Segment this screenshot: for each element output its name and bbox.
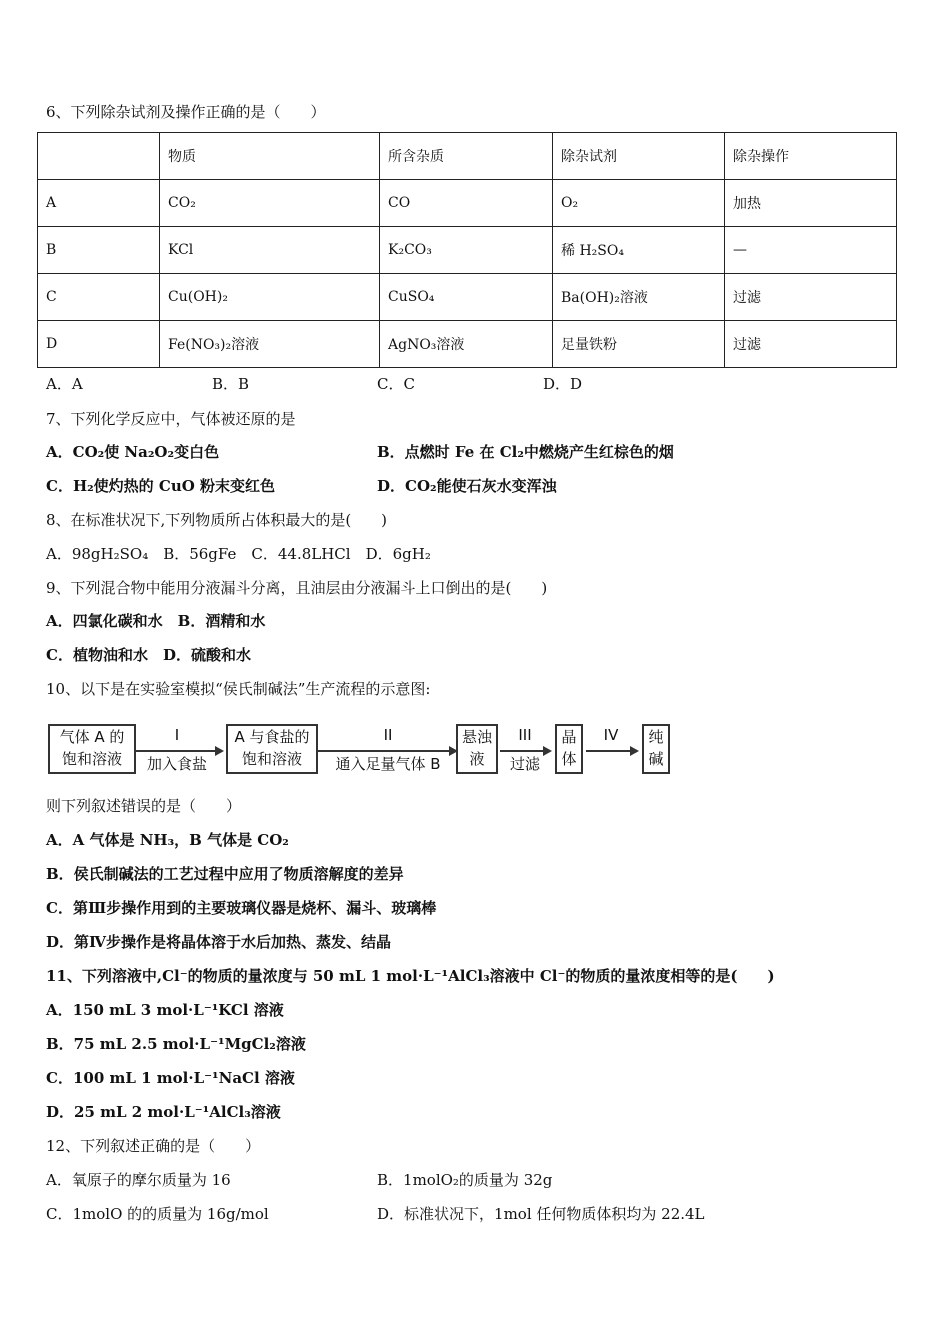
q12-option-c: C．1molO 的的质量为 16g/mol [46, 1205, 269, 1223]
table-header: 除杂试剂 [553, 133, 725, 180]
table-header: 除杂操作 [725, 133, 897, 180]
q10-stem: 10、以下是在实验室模拟“侯氏制碱法”生产流程的示意图: [46, 680, 431, 698]
q12-option-d: D．标准状况下，1mol 任何物质体积均为 22.4L [377, 1205, 705, 1223]
q10-option-a: A．A 气体是 NH₃，B 气体是 CO₂ [46, 831, 289, 849]
q10-option-b: B．侯氏制碱法的工艺过程中应用了物质溶解度的差异 [46, 865, 404, 883]
flow-arrow [136, 750, 216, 752]
table-cell: AgNO₃溶液 [380, 321, 553, 368]
flow-box-soda-ash [642, 724, 670, 774]
table-row [38, 321, 897, 368]
flow-box-line: 悬浊 [461, 728, 492, 746]
q9-options-line1: A．四氯化碳和水 B．酒精和水 [46, 612, 266, 630]
table-cell: 稀 H₂SO₄ [553, 227, 725, 274]
q10-sub-stem: 则下列叙述错误的是（ ） [46, 797, 242, 815]
flow-step-i-label: 加入食盐 [146, 755, 207, 773]
flow-box-line: 饱和溶液 [61, 750, 122, 768]
q6-stem: 6、下列除杂试剂及操作正确的是（ ） [46, 103, 326, 121]
flow-arrow [500, 750, 544, 752]
q11-option-b: B．75 mL 2.5 mol·L⁻¹MgCl₂溶液 [46, 1035, 306, 1053]
table-cell: D [38, 321, 160, 368]
q8-options: A．98gH₂SO₄ B．56gFe C．44.8LHCl D．6gH₂ [46, 545, 431, 563]
flow-arrow [586, 750, 631, 752]
q12-stem: 12、下列叙述正确的是（ ） [46, 1137, 261, 1155]
flow-box-line: 晶 [561, 728, 577, 746]
table-cell: 足量铁粉 [553, 321, 725, 368]
q6-option-a: A．A [46, 375, 83, 393]
table-cell: — [725, 227, 897, 274]
q6-option-b: B．B [212, 375, 250, 393]
flow-box-suspension [456, 724, 498, 774]
table-header: 物质 [160, 133, 380, 180]
q11-option-c: C．100 mL 1 mol·L⁻¹NaCl 溶液 [46, 1069, 295, 1087]
q6-option-d: D．D [543, 375, 583, 393]
flow-box-gas-a [48, 724, 136, 774]
q12-option-b: B．1molO₂的质量为 32g [377, 1171, 553, 1189]
q12-option-a: A．氧原子的摩尔质量为 16 [46, 1171, 231, 1189]
flow-box-line: 碱 [648, 750, 664, 768]
table-row [38, 227, 897, 274]
table-cell: Ba(OH)₂溶液 [553, 274, 725, 321]
q6-option-c: C．C [377, 375, 415, 393]
flow-box-line: 纯 [648, 728, 664, 746]
table-cell: A [38, 180, 160, 227]
q11-option-d: D．25 mL 2 mol·L⁻¹AlCl₃溶液 [46, 1103, 281, 1121]
q6-table [37, 132, 897, 368]
q8-stem: 8、在标准状况下,下列物质所占体积最大的是( ) [46, 511, 388, 529]
flow-step-i-number: I [174, 726, 180, 744]
q7-option-b: B．点燃时 Fe 在 Cl₂中燃烧产生红棕色的烟 [377, 443, 674, 461]
flow-step-iii-number: III [518, 726, 532, 744]
flow-step-ii-number: II [383, 726, 393, 744]
flow-box-line: 气体 A 的 [59, 728, 125, 746]
q7-option-a: A．CO₂使 Na₂O₂变白色 [46, 443, 220, 461]
flow-step-iv-number: IV [603, 726, 619, 744]
table-cell: 加热 [725, 180, 897, 227]
table-cell: 过滤 [725, 274, 897, 321]
flow-box-line: 液 [469, 750, 485, 768]
table-cell: O₂ [553, 180, 725, 227]
table-cell: Cu(OH)₂ [160, 274, 380, 321]
flow-box-line: A 与食盐的 [234, 728, 310, 746]
q9-options-line2: C．植物油和水 D．硫酸和水 [46, 646, 251, 664]
flow-step-ii-label: 通入足量气体 B [335, 755, 441, 773]
table-cell: CO₂ [160, 180, 380, 227]
table-row [38, 274, 897, 321]
table-cell: B [38, 227, 160, 274]
flow-box-crystal [555, 724, 583, 774]
q7-option-c: C．H₂使灼热的 CuO 粉末变红色 [46, 477, 276, 495]
flow-step-iii-label: 过滤 [509, 755, 540, 773]
table-cell: Fe(NO₃)₂溶液 [160, 321, 380, 368]
table-cell: C [38, 274, 160, 321]
table-header-row [38, 133, 897, 180]
flow-box-line: 体 [561, 750, 577, 768]
q10-option-d: D．第Ⅳ步操作是将晶体溶于水后加热、蒸发、结晶 [46, 933, 392, 951]
q7-option-d: D．CO₂能使石灰水变浑浊 [377, 477, 557, 495]
flow-box-saturated-solution [226, 724, 318, 774]
table-cell: KCl [160, 227, 380, 274]
table-cell: CuSO₄ [380, 274, 553, 321]
flow-arrow [318, 750, 450, 752]
table-cell: 过滤 [725, 321, 897, 368]
flow-diagram [46, 720, 676, 778]
q9-stem: 9、下列混合物中能用分液漏斗分离，且油层由分液漏斗上口倒出的是( ) [46, 579, 548, 597]
table-header [38, 133, 160, 180]
q10-option-c: C．第Ⅲ步操作用到的主要玻璃仪器是烧杯、漏斗、玻璃棒 [46, 899, 437, 917]
table-row [38, 180, 897, 227]
q11-stem: 11、下列溶液中,Cl⁻的物质的量浓度与 50 mL 1 mol·L⁻¹AlCl₃溶液中 Cl⁻的物质的量浓度相等的是( ) [46, 967, 775, 985]
table-header: 所含杂质 [380, 133, 553, 180]
q11-option-a: A．150 mL 3 mol·L⁻¹KCl 溶液 [46, 1001, 284, 1019]
table-cell: K₂CO₃ [380, 227, 553, 274]
flow-box-line: 饱和溶液 [241, 750, 302, 768]
table-cell: CO [380, 180, 553, 227]
q7-stem: 7、下列化学反应中，气体被还原的是 [46, 410, 296, 428]
